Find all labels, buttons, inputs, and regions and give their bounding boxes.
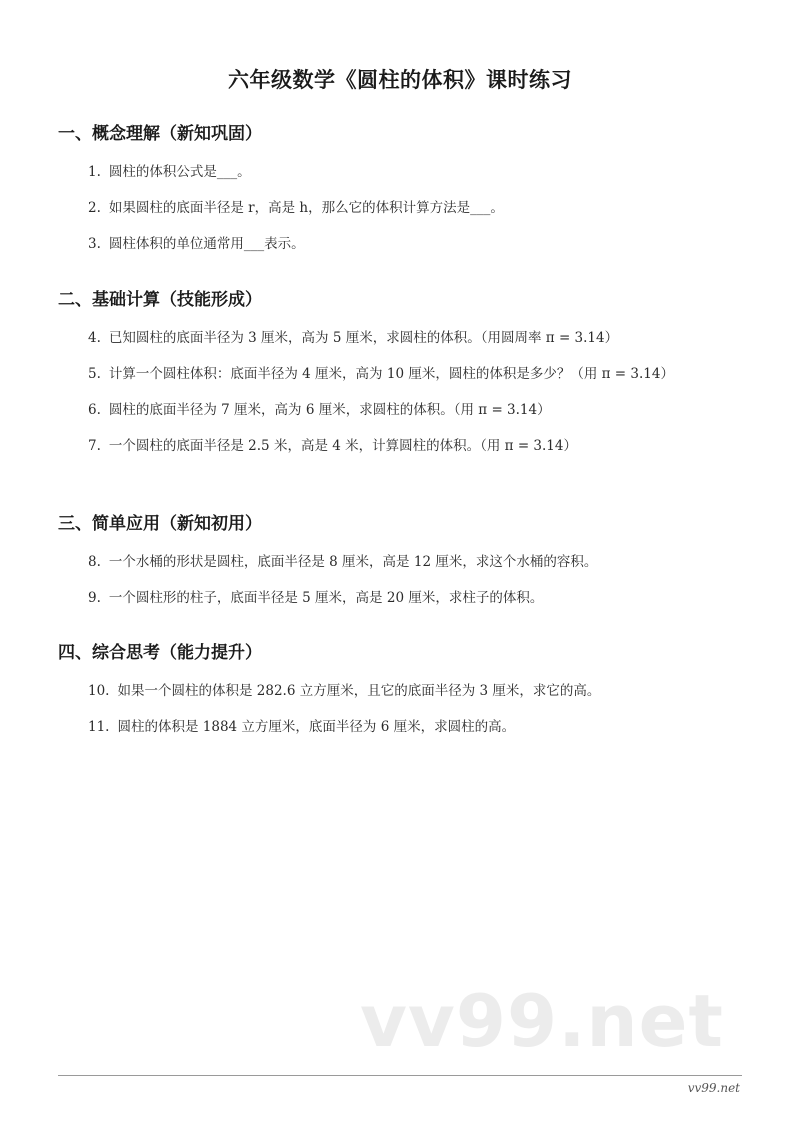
- section-simple-application: [58, 512, 748, 624]
- question-4: [58, 328, 748, 349]
- document-title: 六年级数学《圆柱的体积》课时练习: [228, 68, 572, 92]
- question-2: [58, 198, 748, 219]
- question-text: 如果一个圆柱的体积是 282.6 立方厘米，且它的底面半径为 3 厘米，求它的高。: [117, 683, 601, 699]
- question-text: 圆柱的体积公式是___。: [108, 164, 251, 180]
- section-basic-calculation: [58, 288, 748, 472]
- section-concept-understanding: [58, 122, 748, 270]
- question-9: [58, 588, 748, 609]
- question-7: [58, 436, 748, 457]
- question-number: 8.: [88, 554, 101, 570]
- footer-site-label: vv99.net: [687, 1081, 740, 1095]
- question-11: [58, 717, 748, 738]
- question-number: 11.: [88, 719, 110, 735]
- question-6: [58, 400, 748, 421]
- question-text: 一个水桶的形状是圆柱，底面半径是 8 厘米，高是 12 厘米，求这个水桶的容积。: [108, 554, 598, 570]
- question-number: 7.: [88, 438, 101, 454]
- watermark-text: vv99.net: [360, 979, 724, 1063]
- section-heading: 一、概念理解（新知巩固）: [58, 124, 262, 144]
- question-number: 1.: [88, 164, 101, 180]
- question-text: 计算一个圆柱体积：底面半径为 4 厘米，高为 10 厘米，圆柱的体积是多少？（用 π = 3.14）: [108, 366, 674, 382]
- question-text: 已知圆柱的底面半径为 3 厘米，高为 5 厘米，求圆柱的体积。（用圆周率 π = 3.14）: [108, 330, 619, 346]
- question-text: 圆柱的底面半径为 7 厘米，高为 6 厘米，求圆柱的体积。（用 π = 3.14）: [108, 402, 551, 418]
- section-comprehensive-thinking: [58, 641, 748, 753]
- question-number: 2.: [88, 200, 101, 216]
- question-text: 如果圆柱的底面半径是 r，高是 h，那么它的体积计算方法是___。: [108, 200, 504, 216]
- section-heading: 四、综合思考（能力提升）: [58, 643, 262, 663]
- question-text: 一个圆柱形的柱子，底面半径是 5 厘米，高是 20 厘米，求柱子的体积。: [108, 590, 544, 606]
- question-text: 圆柱的体积是 1884 立方厘米，底面半径为 6 厘米，求圆柱的高。: [117, 719, 516, 735]
- question-text: 圆柱体积的单位通常用___表示。: [108, 236, 305, 252]
- question-number: 9.: [88, 590, 101, 606]
- section-heading: 三、简单应用（新知初用）: [58, 514, 262, 534]
- question-number: 4.: [88, 330, 101, 346]
- section-heading: 二、基础计算（技能形成）: [58, 290, 262, 310]
- footer-divider: [58, 1075, 742, 1076]
- question-number: 3.: [88, 236, 101, 252]
- question-8: [58, 552, 748, 573]
- question-number: 5.: [88, 366, 101, 382]
- question-10: [58, 681, 748, 702]
- question-5: [58, 364, 748, 385]
- question-1: [58, 162, 748, 183]
- question-text: 一个圆柱的底面半径是 2.5 米，高是 4 米，计算圆柱的体积。（用 π = 3.14）: [108, 438, 577, 454]
- question-number: 10.: [88, 683, 110, 699]
- question-number: 6.: [88, 402, 101, 418]
- question-3: [58, 234, 748, 255]
